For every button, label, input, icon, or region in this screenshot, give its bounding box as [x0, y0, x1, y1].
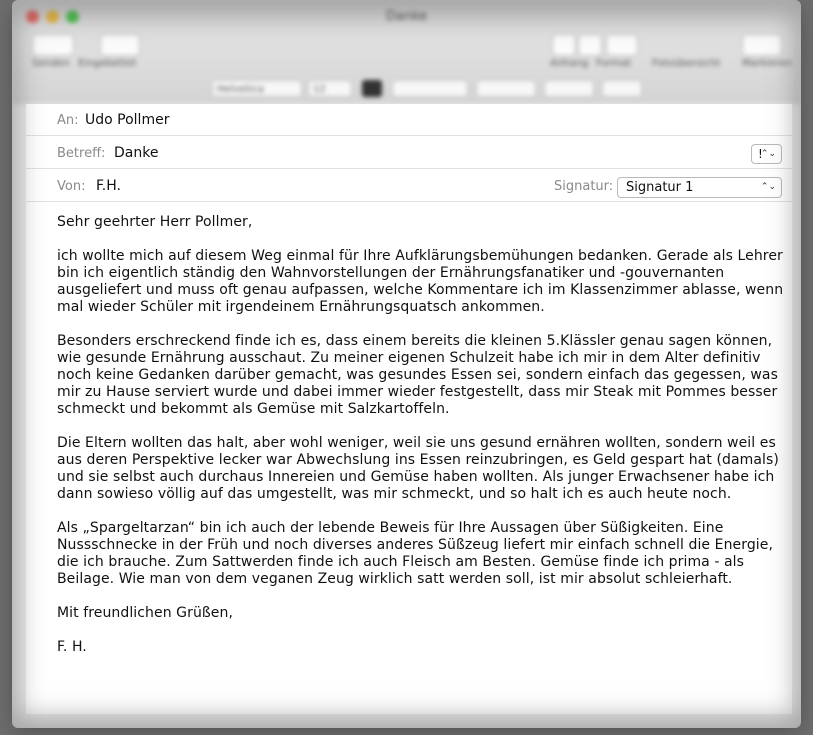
header-fields-button[interactable] — [100, 34, 140, 56]
closing-line: Mit freundlichen Grüßen, — [57, 605, 233, 621]
paragraph-2: Besonders erschreckend finde ich es, dass einem bereits die kleinen 5.Klässler genau sagen können, wie gesunde Ernährung ausschaut. Zu meiner eigenen Schulzeit habe ich mir in dem Alter definitiv noch keine Gedanken darüber gemacht, was gesundes Essen sei, sondern einfach das gegessen, was mir zu Hause serviert wurde und dabei immer wieder festgestellt, dass mir Steak mit Pommes besser schmeckt und bekommt als Gemüse mit Salzkartoffeln. — [57, 333, 778, 417]
to-field[interactable]: Udo Pollmer — [85, 112, 170, 128]
to-row — [26, 104, 792, 136]
alignment-buttons[interactable] — [476, 80, 536, 97]
markup-button[interactable] — [742, 34, 782, 56]
indent-buttons[interactable] — [602, 80, 642, 97]
signature-label: Signatur: — [554, 179, 614, 194]
signature-value: Signatur 1 — [626, 180, 694, 195]
send-label: Senden — [32, 58, 70, 69]
from-label: Von: — [57, 179, 86, 194]
mail-compose-window — [12, 0, 801, 728]
signature-select[interactable] — [617, 177, 782, 198]
embedded-label: Eingebettet — [78, 58, 137, 69]
subject-field[interactable]: Danke — [114, 145, 159, 161]
attach-label: Anhang — [550, 58, 589, 69]
from-field[interactable]: F.H. — [96, 178, 121, 194]
markup-label: Markieren — [742, 58, 792, 69]
compose-area — [26, 104, 792, 714]
font-family-select[interactable]: Helvetica — [212, 80, 302, 97]
subject-label: Betreff: — [57, 146, 106, 161]
paragraph-1: ich wollte mich auf diesem Weg einmal für Ihre Aufklärungsbemühungen bedanken. Gerade als Lehrer bin ich eigentlich ständig den Wahnvorstellungen der Ernährungsfanatiker und -gouvernanten ausgeliefert und muss oft genau aufpassen, welche Kommentare ich im Klassenzimmer ablasse, wenn mal wieder Schüler mit irgendeinem Ernährungsquatsch ankommen. — [57, 248, 784, 315]
text-style-buttons[interactable] — [392, 80, 468, 97]
from-row — [26, 170, 792, 202]
font-size-select[interactable]: 12 — [308, 80, 352, 97]
chevron-updown-icon: ⌃⌄ — [760, 182, 776, 192]
message-body[interactable] — [57, 214, 792, 673]
to-label: An: — [57, 113, 79, 128]
window-title: Danke — [385, 9, 428, 24]
subject-row — [26, 137, 792, 169]
photo-label: Fotoübersicht — [652, 58, 721, 69]
format-button[interactable] — [578, 34, 602, 56]
paragraph-3: Die Eltern wollten das halt, aber wohl weniger, weil sie uns gesund ernähren wollten, sondern weil es aus deren Perspektive lecker war Abwechslung ins Essen reinzubringen, es Geld gespart hat (damals) und sie selbst auch durchaus Innereien und Gemüse haben wollten. Als junger Erwachsener habe ich dann sowieso völlig auf das umgestellt, was mir schmeckt, und so halt ich es auch heute noch. — [57, 435, 779, 502]
greeting-line: Sehr geehrter Herr Pollmer, — [57, 214, 253, 230]
list-buttons[interactable] — [544, 80, 594, 97]
signature-line: F. H. — [57, 639, 87, 655]
attach-button[interactable] — [552, 34, 576, 56]
paragraph-4: Als „Spargeltarzan“ bin ich auch der lebende Beweis für Ihre Aussagen über Süßigkeiten. Eine Nussschnecke in der Früh und noch diverses anderes Süßzeug liefert mir einfach schnell die Energie, die ich brauche. Zum Sattwerden finde ich auch Fleisch am Besten. Gemüse finde ich prima - als Beilage. Wie man von dem veganen Zeug wirklich satt werden soll, ist mir absolut schleierhaft. — [57, 520, 773, 587]
photo-browser-button[interactable] — [606, 34, 638, 56]
priority-symbol: ! — [758, 147, 763, 161]
format-label: Format — [596, 58, 632, 69]
priority-select[interactable] — [751, 144, 782, 164]
window-toolbar — [12, 0, 801, 104]
text-color-swatch[interactable] — [362, 80, 382, 97]
send-button[interactable] — [32, 34, 74, 56]
chevron-updown-icon: ⌃⌄ — [760, 149, 776, 159]
